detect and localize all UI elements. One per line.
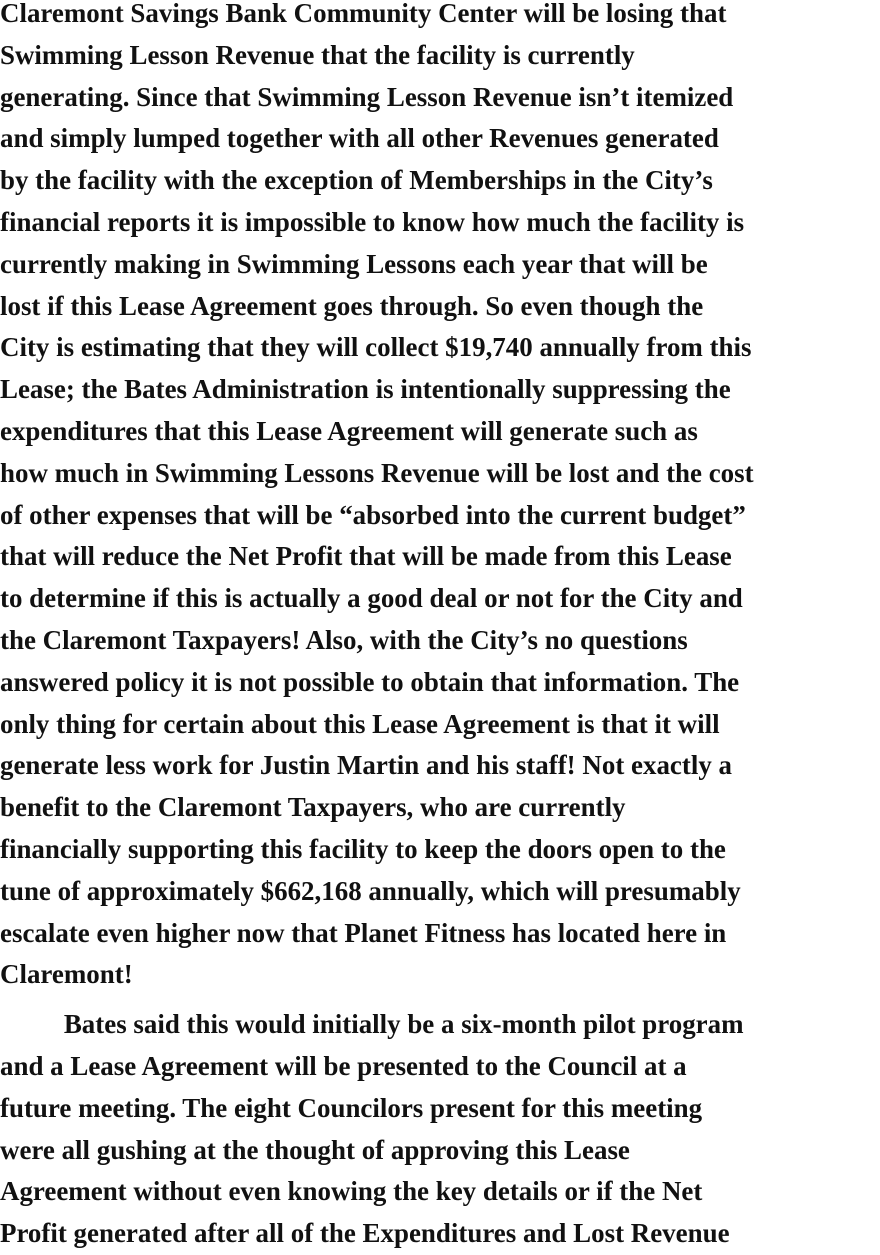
text-line: only thing for certain about this Lease Agreement is that it will: [0, 708, 720, 739]
text-line: lost if this Lease Agreement goes through. So even though the: [0, 290, 704, 321]
text-line: Claremont!: [0, 959, 133, 990]
text-line: how much in Swimming Lessons Revenue will be lost and the cost: [0, 457, 754, 488]
text-line: generating. Since that Swimming Lesson Revenue isn’t itemized: [0, 81, 734, 112]
text-line: Claremont Savings Bank Community Center will be losing that: [0, 0, 727, 28]
paragraph-2: [0, 1004, 880, 1255]
text-line: tune of approximately $662,168 annually, which will presumably: [0, 875, 741, 906]
text-line: financial reports it is impossible to know how much the facility is: [0, 206, 745, 237]
text-line: future meeting. The eight Councilors present for this meeting: [0, 1092, 703, 1123]
text-line: that will reduce the Net Profit that will be made from this Lease: [0, 541, 732, 572]
text-line: the Claremont Taxpayers! Also, with the City’s no questions: [0, 624, 688, 655]
text-line: expenditures that this Lease Agreement will generate such as: [0, 415, 698, 446]
paragraph-spacer: [0, 996, 880, 1004]
text-line: and simply lumped together with all other Revenues generated: [0, 123, 719, 154]
text-line: financially supporting this facility to keep the doors open to the: [0, 833, 726, 864]
text-line: of other expenses that will be “absorbed into the current budget”: [0, 499, 746, 530]
text-line: generate less work for Justin Martin and his staff! Not exactly a: [0, 750, 733, 781]
text-line: Swimming Lesson Revenue that the facility is currently: [0, 39, 635, 70]
text-line: by the facility with the exception of Memberships in the City’s: [0, 165, 713, 196]
text-line: escalate even higher now that Planet Fitness has located here in: [0, 917, 727, 948]
text-line: Bates said this would initially be a six-month pilot program: [63, 1009, 744, 1040]
text-line: benefit to the Claremont Taxpayers, who are currently: [0, 792, 626, 823]
text-line: to determine if this is actually a good deal or not for the City and: [0, 583, 743, 614]
text-line: were all gushing at the thought of approving this Lease: [0, 1134, 630, 1165]
text-line: Lease; the Bates Administration is intentionally suppressing the: [0, 374, 731, 405]
text-line: answered policy it is not possible to obtain that information. The: [0, 666, 740, 697]
text-line: Agreement without even knowing the key details or if the Net: [0, 1176, 703, 1207]
text-line: and a Lease Agreement will be presented to the Council at a: [0, 1050, 687, 1081]
text-line: Profit generated after all of the Expenditures and Lost Revenue: [0, 1218, 730, 1249]
text-line: City is estimating that they will collect $19,740 annually from this: [0, 332, 752, 363]
text-line: currently making in Swimming Lessons each year that will be: [0, 248, 708, 279]
